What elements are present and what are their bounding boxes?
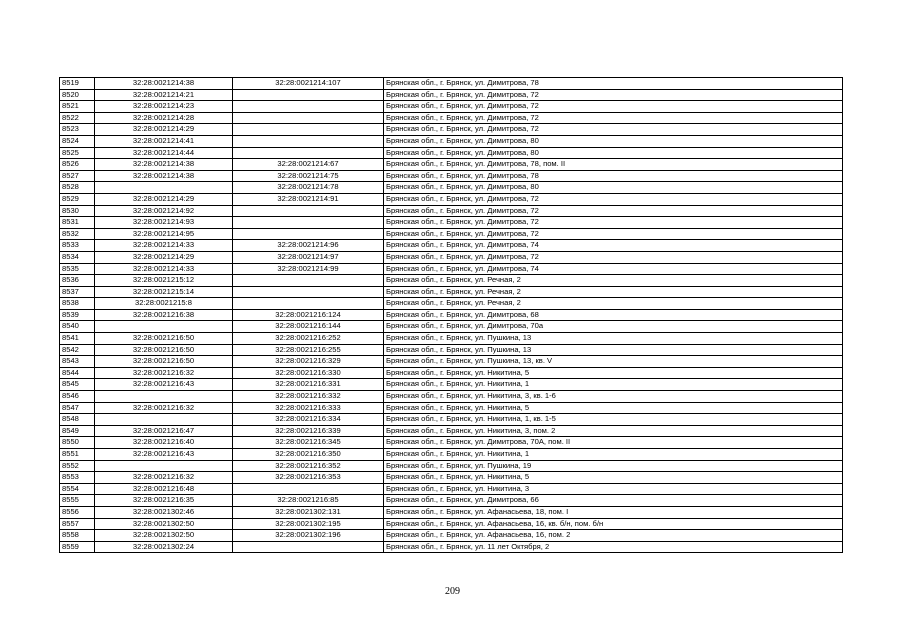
object-cadastral-number-cell — [233, 112, 384, 124]
table-row — [60, 124, 843, 136]
row-number-cell: 8524 — [60, 135, 95, 147]
table-row — [60, 437, 843, 449]
page-number: 209 — [445, 586, 460, 597]
table-row — [60, 449, 843, 461]
land-cadastral-number-cell: 32:28:0021216:50 — [95, 333, 233, 345]
table-row — [60, 228, 843, 240]
land-cadastral-number-cell: 32:28:0021214:92 — [95, 205, 233, 217]
object-cadastral-number-cell: 32:28:0021214:97 — [233, 251, 384, 263]
object-cadastral-number-cell: 32:28:0021214:91 — [233, 193, 384, 205]
object-cadastral-number-cell: 32:28:0021216:352 — [233, 460, 384, 472]
object-cadastral-number-cell — [233, 298, 384, 310]
land-cadastral-number-cell: 32:28:0021214:38 — [95, 170, 233, 182]
table-row — [60, 298, 843, 310]
land-cadastral-number-cell: 32:28:0021214:21 — [95, 89, 233, 101]
object-cadastral-number-cell: 32:28:0021214:75 — [233, 170, 384, 182]
land-cadastral-number-cell: 32:28:0021215:12 — [95, 275, 233, 287]
land-cadastral-number-cell: 32:28:0021214:23 — [95, 101, 233, 113]
land-cadastral-number-cell: 32:28:0021302:24 — [95, 541, 233, 553]
address-cell: Брянская обл., г. Брянск, ул. Димитрова, 66 — [384, 495, 843, 507]
land-cadastral-number-cell: 32:28:0021216:32 — [95, 367, 233, 379]
row-number-cell: 8526 — [60, 159, 95, 171]
land-cadastral-number-cell: 32:28:0021215:8 — [95, 298, 233, 310]
land-cadastral-number-cell: 32:28:0021216:32 — [95, 472, 233, 484]
table-row — [60, 425, 843, 437]
land-cadastral-number-cell: 32:28:0021214:29 — [95, 193, 233, 205]
object-cadastral-number-cell — [233, 541, 384, 553]
address-cell: Брянская обл., г. Брянск, ул. Димитрова, 74 — [384, 240, 843, 252]
address-cell: Брянская обл., г. Брянск, ул. 11 лет Октября, 2 — [384, 541, 843, 553]
row-number-cell: 8530 — [60, 205, 95, 217]
address-cell: Брянская обл., г. Брянск, ул. Речная, 2 — [384, 286, 843, 298]
table-row — [60, 333, 843, 345]
row-number-cell: 8541 — [60, 333, 95, 345]
object-cadastral-number-cell: 32:28:0021216:333 — [233, 402, 384, 414]
table-row — [60, 356, 843, 368]
address-cell: Брянская обл., г. Брянск, ул. Димитрова, 78 — [384, 170, 843, 182]
row-number-cell: 8540 — [60, 321, 95, 333]
address-cell: Брянская обл., г. Брянск, ул. Никитина, 5 — [384, 402, 843, 414]
object-cadastral-number-cell: 32:28:0021216:331 — [233, 379, 384, 391]
row-number-cell: 8531 — [60, 217, 95, 229]
table-row — [60, 460, 843, 472]
address-cell: Брянская обл., г. Брянск, ул. Димитрова, 68 — [384, 309, 843, 321]
object-cadastral-number-cell: 32:28:0021214:78 — [233, 182, 384, 194]
row-number-cell: 8542 — [60, 344, 95, 356]
address-cell: Брянская обл., г. Брянск, ул. Димитрова, 80 — [384, 182, 843, 194]
object-cadastral-number-cell — [233, 101, 384, 113]
object-cadastral-number-cell: 32:28:0021216:124 — [233, 309, 384, 321]
table-row — [60, 251, 843, 263]
object-cadastral-number-cell: 32:28:0021214:99 — [233, 263, 384, 275]
object-cadastral-number-cell — [233, 483, 384, 495]
land-cadastral-number-cell: 32:28:0021214:44 — [95, 147, 233, 159]
object-cadastral-number-cell: 32:28:0021302:195 — [233, 518, 384, 530]
land-cadastral-number-cell: 32:28:0021214:33 — [95, 240, 233, 252]
land-cadastral-number-cell: 32:28:0021214:38 — [95, 78, 233, 90]
land-cadastral-number-cell: 32:28:0021214:28 — [95, 112, 233, 124]
table-row — [60, 379, 843, 391]
table-row — [60, 193, 843, 205]
object-cadastral-number-cell — [233, 275, 384, 287]
row-number-cell: 8536 — [60, 275, 95, 287]
row-number-cell: 8523 — [60, 124, 95, 136]
address-cell: Брянская обл., г. Брянск, ул. Пушкина, 19 — [384, 460, 843, 472]
table-row — [60, 112, 843, 124]
object-cadastral-number-cell — [233, 89, 384, 101]
land-cadastral-number-cell: 32:28:0021216:35 — [95, 495, 233, 507]
land-cadastral-number-cell — [95, 414, 233, 426]
table-row — [60, 518, 843, 530]
land-cadastral-number-cell: 32:28:0021216:43 — [95, 379, 233, 391]
table-row — [60, 472, 843, 484]
address-cell: Брянская обл., г. Брянск, ул. Речная, 2 — [384, 275, 843, 287]
table-row — [60, 135, 843, 147]
land-cadastral-number-cell: 32:28:0021216:47 — [95, 425, 233, 437]
object-cadastral-number-cell: 32:28:0021214:67 — [233, 159, 384, 171]
table-row — [60, 78, 843, 90]
row-number-cell: 8539 — [60, 309, 95, 321]
row-number-cell: 8546 — [60, 391, 95, 403]
address-cell: Брянская обл., г. Брянск, ул. Димитрова, 72 — [384, 205, 843, 217]
address-cell: Брянская обл., г. Брянск, ул. Димитрова, 80 — [384, 135, 843, 147]
row-number-cell: 8555 — [60, 495, 95, 507]
object-cadastral-number-cell: 32:28:0021216:330 — [233, 367, 384, 379]
table-row — [60, 286, 843, 298]
address-cell: Брянская обл., г. Брянск, ул. Димитрова, 78 — [384, 78, 843, 90]
object-cadastral-number-cell: 32:28:0021302:131 — [233, 506, 384, 518]
object-cadastral-number-cell — [233, 135, 384, 147]
land-cadastral-number-cell: 32:28:0021214:38 — [95, 159, 233, 171]
address-cell: Брянская обл., г. Брянск, ул. Никитина, 1 — [384, 379, 843, 391]
table-row — [60, 495, 843, 507]
table-row — [60, 240, 843, 252]
address-cell: Брянская обл., г. Брянск, ул. Никитина, 3, кв. 1-6 — [384, 391, 843, 403]
object-cadastral-number-cell: 32:28:0021216:85 — [233, 495, 384, 507]
address-cell: Брянская обл., г. Брянск, ул. Афанасьева, 16, пом. 2 — [384, 530, 843, 542]
address-cell: Брянская обл., г. Брянск, ул. Никитина, 3, пом. 2 — [384, 425, 843, 437]
object-cadastral-number-cell: 32:28:0021216:353 — [233, 472, 384, 484]
row-number-cell: 8529 — [60, 193, 95, 205]
row-number-cell: 8521 — [60, 101, 95, 113]
land-cadastral-number-cell: 32:28:0021214:95 — [95, 228, 233, 240]
object-cadastral-number-cell: 32:28:0021214:96 — [233, 240, 384, 252]
table-row — [60, 483, 843, 495]
object-cadastral-number-cell: 32:28:0021214:107 — [233, 78, 384, 90]
address-cell: Брянская обл., г. Брянск, ул. Никитина, 3 — [384, 483, 843, 495]
table-row — [60, 530, 843, 542]
table-row — [60, 541, 843, 553]
object-cadastral-number-cell — [233, 217, 384, 229]
address-cell: Брянская обл., г. Брянск, ул. Димитрова, 72 — [384, 124, 843, 136]
address-cell: Брянская обл., г. Брянск, ул. Никитина, 5 — [384, 367, 843, 379]
table-row — [60, 506, 843, 518]
address-cell: Брянская обл., г. Брянск, ул. Димитрова, 72 — [384, 193, 843, 205]
address-cell: Брянская обл., г. Брянск, ул. Пушкина, 13, кв. V — [384, 356, 843, 368]
address-cell: Брянская обл., г. Брянск, ул. Никитина, 1 — [384, 449, 843, 461]
row-number-cell: 8559 — [60, 541, 95, 553]
address-cell: Брянская обл., г. Брянск, ул. Димитрова, 72 — [384, 89, 843, 101]
row-number-cell: 8522 — [60, 112, 95, 124]
address-cell: Брянская обл., г. Брянск, ул. Димитрова, 72 — [384, 228, 843, 240]
row-number-cell: 8556 — [60, 506, 95, 518]
land-cadastral-number-cell: 32:28:0021302:46 — [95, 506, 233, 518]
land-cadastral-number-cell: 32:28:0021216:40 — [95, 437, 233, 449]
address-cell: Брянская обл., г. Брянск, ул. Никитина, 1, кв. 1-5 — [384, 414, 843, 426]
land-cadastral-number-cell: 32:28:0021216:38 — [95, 309, 233, 321]
row-number-cell: 8537 — [60, 286, 95, 298]
object-cadastral-number-cell — [233, 124, 384, 136]
land-cadastral-number-cell: 32:28:0021302:50 — [95, 530, 233, 542]
table-row — [60, 275, 843, 287]
row-number-cell: 8557 — [60, 518, 95, 530]
table-row — [60, 217, 843, 229]
row-number-cell: 8520 — [60, 89, 95, 101]
row-number-cell: 8545 — [60, 379, 95, 391]
object-cadastral-number-cell: 32:28:0021302:196 — [233, 530, 384, 542]
address-cell: Брянская обл., г. Брянск, ул. Димитрова, 72 — [384, 251, 843, 263]
registry-table-body — [60, 78, 843, 553]
address-cell: Брянская обл., г. Брянск, ул. Речная, 2 — [384, 298, 843, 310]
row-number-cell: 8549 — [60, 425, 95, 437]
row-number-cell: 8558 — [60, 530, 95, 542]
row-number-cell: 8554 — [60, 483, 95, 495]
object-cadastral-number-cell: 32:28:0021216:339 — [233, 425, 384, 437]
land-cadastral-number-cell: 32:28:0021214:29 — [95, 251, 233, 263]
object-cadastral-number-cell — [233, 228, 384, 240]
land-cadastral-number-cell: 32:28:0021215:14 — [95, 286, 233, 298]
land-cadastral-number-cell: 32:28:0021302:50 — [95, 518, 233, 530]
table-row — [60, 101, 843, 113]
address-cell: Брянская обл., г. Брянск, ул. Афанасьева, 16, кв. б/н, пом. б/н — [384, 518, 843, 530]
row-number-cell: 8553 — [60, 472, 95, 484]
land-cadastral-number-cell: 32:28:0021214:41 — [95, 135, 233, 147]
table-row — [60, 263, 843, 275]
object-cadastral-number-cell — [233, 147, 384, 159]
cadastral-registry-table — [59, 77, 843, 553]
land-cadastral-number-cell: 32:28:0021216:50 — [95, 356, 233, 368]
land-cadastral-number-cell: 32:28:0021216:43 — [95, 449, 233, 461]
address-cell: Брянская обл., г. Брянск, ул. Димитрова, 78, пом. II — [384, 159, 843, 171]
object-cadastral-number-cell: 32:28:0021216:329 — [233, 356, 384, 368]
object-cadastral-number-cell: 32:28:0021216:255 — [233, 344, 384, 356]
table-row — [60, 402, 843, 414]
land-cadastral-number-cell: 32:28:0021214:33 — [95, 263, 233, 275]
land-cadastral-number-cell: 32:28:0021214:93 — [95, 217, 233, 229]
row-number-cell: 8527 — [60, 170, 95, 182]
row-number-cell: 8534 — [60, 251, 95, 263]
land-cadastral-number-cell — [95, 460, 233, 472]
table-row — [60, 367, 843, 379]
table-row — [60, 205, 843, 217]
object-cadastral-number-cell — [233, 205, 384, 217]
row-number-cell: 8544 — [60, 367, 95, 379]
row-number-cell: 8519 — [60, 78, 95, 90]
land-cadastral-number-cell: 32:28:0021214:29 — [95, 124, 233, 136]
table-row — [60, 170, 843, 182]
row-number-cell: 8548 — [60, 414, 95, 426]
object-cadastral-number-cell: 32:28:0021216:144 — [233, 321, 384, 333]
row-number-cell: 8550 — [60, 437, 95, 449]
row-number-cell: 8525 — [60, 147, 95, 159]
address-cell: Брянская обл., г. Брянск, ул. Димитрова, 80 — [384, 147, 843, 159]
object-cadastral-number-cell — [233, 286, 384, 298]
table-row — [60, 182, 843, 194]
row-number-cell: 8532 — [60, 228, 95, 240]
land-cadastral-number-cell: 32:28:0021216:50 — [95, 344, 233, 356]
table-row — [60, 321, 843, 333]
table-row — [60, 414, 843, 426]
row-number-cell: 8535 — [60, 263, 95, 275]
table-row — [60, 309, 843, 321]
table-row — [60, 147, 843, 159]
address-cell: Брянская обл., г. Брянск, ул. Димитрова, 72 — [384, 217, 843, 229]
row-number-cell: 8547 — [60, 402, 95, 414]
table-row — [60, 344, 843, 356]
row-number-cell: 8543 — [60, 356, 95, 368]
land-cadastral-number-cell: 32:28:0021216:32 — [95, 402, 233, 414]
object-cadastral-number-cell: 32:28:0021216:332 — [233, 391, 384, 403]
object-cadastral-number-cell: 32:28:0021216:334 — [233, 414, 384, 426]
address-cell: Брянская обл., г. Брянск, ул. Никитина, 5 — [384, 472, 843, 484]
address-cell: Брянская обл., г. Брянск, ул. Пушкина, 13 — [384, 344, 843, 356]
row-number-cell: 8538 — [60, 298, 95, 310]
table-row — [60, 89, 843, 101]
land-cadastral-number-cell — [95, 182, 233, 194]
table-row — [60, 391, 843, 403]
row-number-cell: 8533 — [60, 240, 95, 252]
row-number-cell: 8551 — [60, 449, 95, 461]
land-cadastral-number-cell — [95, 321, 233, 333]
table-row — [60, 159, 843, 171]
address-cell: Брянская обл., г. Брянск, ул. Афанасьева, 18, пом. I — [384, 506, 843, 518]
land-cadastral-number-cell — [95, 391, 233, 403]
address-cell: Брянская обл., г. Брянск, ул. Димитрова, 70а — [384, 321, 843, 333]
address-cell: Брянская обл., г. Брянск, ул. Димитрова, 70А, пом. II — [384, 437, 843, 449]
address-cell: Брянская обл., г. Брянск, ул. Пушкина, 13 — [384, 333, 843, 345]
address-cell: Брянская обл., г. Брянск, ул. Димитрова, 72 — [384, 101, 843, 113]
address-cell: Брянская обл., г. Брянск, ул. Димитрова, 74 — [384, 263, 843, 275]
row-number-cell: 8552 — [60, 460, 95, 472]
land-cadastral-number-cell: 32:28:0021216:48 — [95, 483, 233, 495]
object-cadastral-number-cell: 32:28:0021216:345 — [233, 437, 384, 449]
object-cadastral-number-cell: 32:28:0021216:350 — [233, 449, 384, 461]
address-cell: Брянская обл., г. Брянск, ул. Димитрова, 72 — [384, 112, 843, 124]
object-cadastral-number-cell: 32:28:0021216:252 — [233, 333, 384, 345]
row-number-cell: 8528 — [60, 182, 95, 194]
